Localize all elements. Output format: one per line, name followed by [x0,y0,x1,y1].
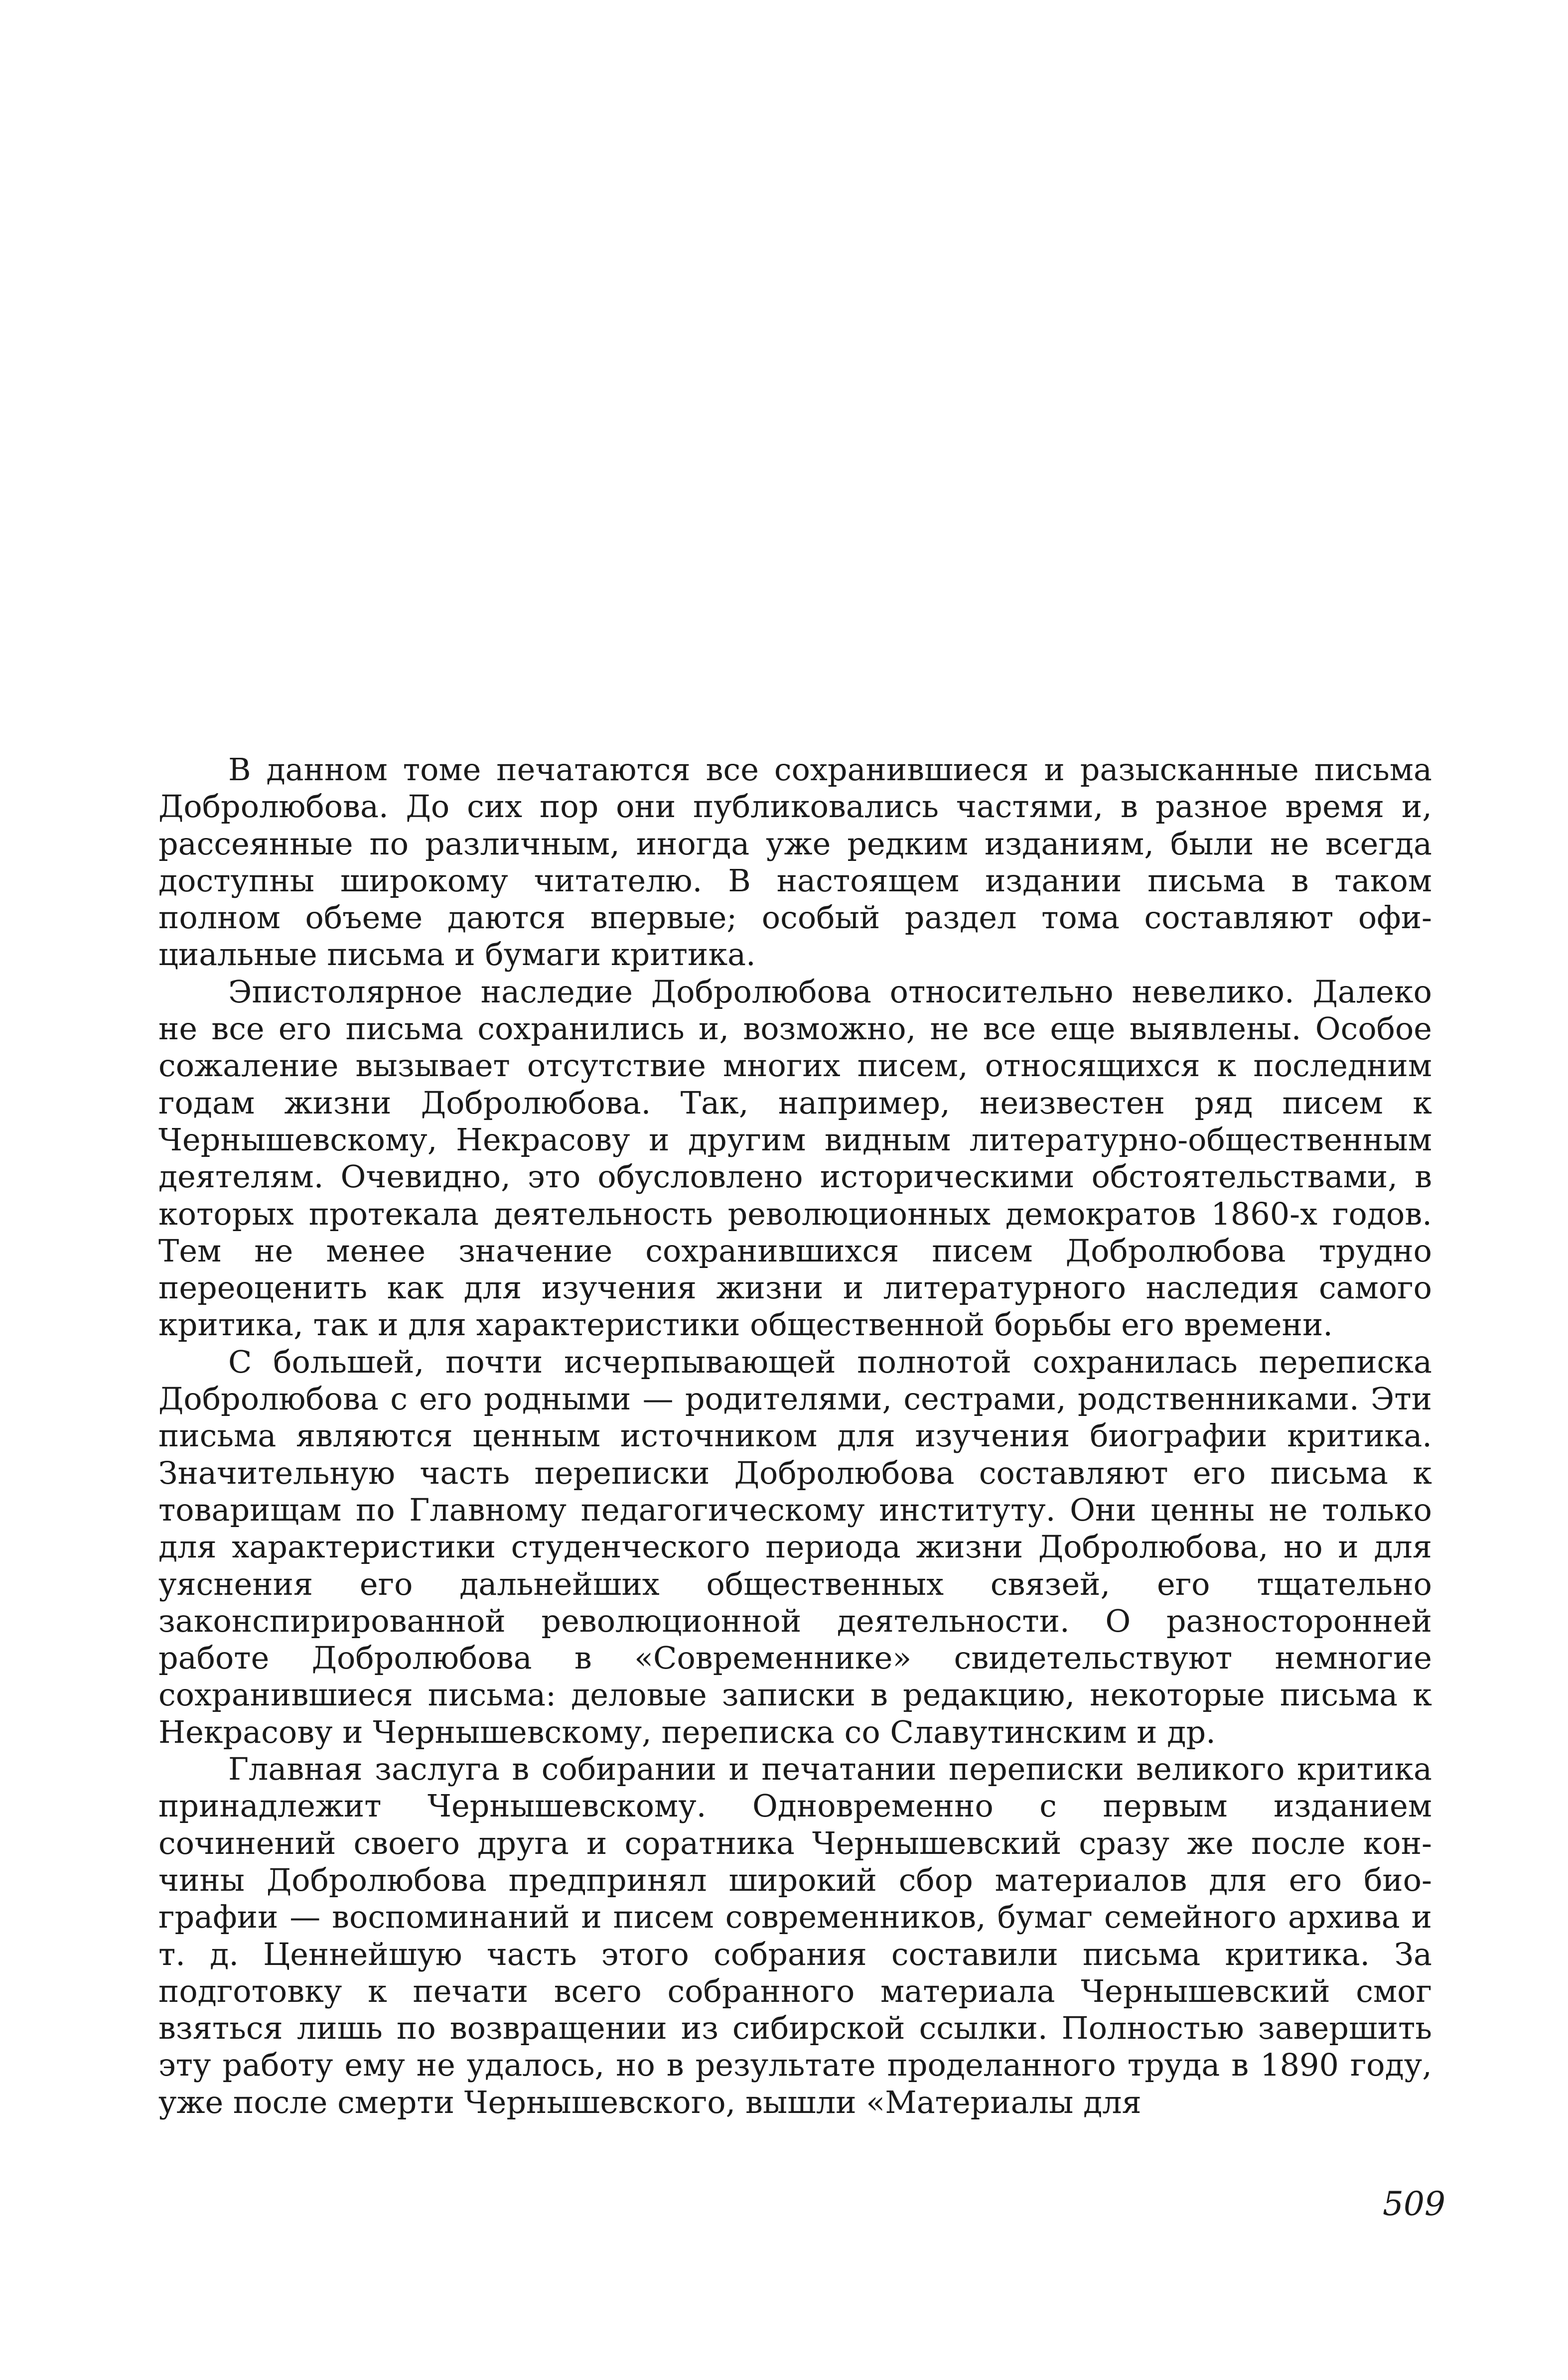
paragraph-3: С большей, почти исчерпывающей полнотой сохранилась переписка Добролюбова с его родными — родителями, сестрами, родственниками. Эти письма являются ценным источником для изучения биографии критика. Значительную часть переписки Добролюбова составляют его письма к товарищам по Главному педагогическому институту. Они ценны не только для характеристики студенческого периода жизни Добролюбова, но и для уяснения его дальнейших общественных связей, его тщательно законспирированной революционной деятельности. О разносторонней работе Добролюбова в «Современнике» свидетельствуют немногие сохранившиеся письма: деловые записки в редакцию, некоторые письма к Некрасову и Чернышевскому, переписка со Славутинским и др. [158,1343,1432,1750]
paragraph-1: В данном томе печатаются все сохранившиеся и разысканные письма Добролюбова. До сих пор они публиковались частями, в разное время и, рассеянные по различным, иногда уже редким изданиям, были не всегда доступны широкому читателю. В настоящем издании письма в таком полном объеме даются впервые; особый раздел тома составляют официальные письма и бумаги критика. [158,751,1432,973]
body-text [158,751,1432,2121]
paragraph-4: Главная заслуга в собирании и печатании переписки великого критика принадлежит Чернышевскому. Одновременно с первым изданием сочинений своего друга и соратника Чернышевский сразу же после кончины Добролюбова предпринял широкий сбор материалов для его биографии — воспоминаний и писем современников, бумаг семейного архива и т. д. Ценнейшую часть этого собрания составили письма критика. За подготовку к печати всего собранного материала Чернышевский смог взяться лишь по возвращении из сибирской ссылки. Полностью завершить эту работу ему не удалось, но в результате проделанного труда в 1890 году, уже после смерти Чернышевского, вышли «Материалы для [158,1751,1432,2120]
page-number: 509 [1383,2185,1445,2223]
paragraph-2: Эпистолярное наследие Добролюбова относительно невелико. Далеко не все его письма сохранились и, возможно, не все еще выявлены. Особое сожаление вызывает отсутствие многих писем, относящихся к последним годам жизни Добролюбова. Так, например, неизвестен ряд писем к Чернышевскому, Некрасову и другим видным литературно-общественным деятелям. Очевидно, это обусловлено историческими обстоятельствами, в которых протекала деятельность революционных демократов 1860-х годов. Тем не менее значение сохранившихся писем Добролюбова трудно переоценить как для изучения жизни и литературного наследия самого критика, так и для характеристики общественной борьбы его времени. [158,973,1432,1343]
